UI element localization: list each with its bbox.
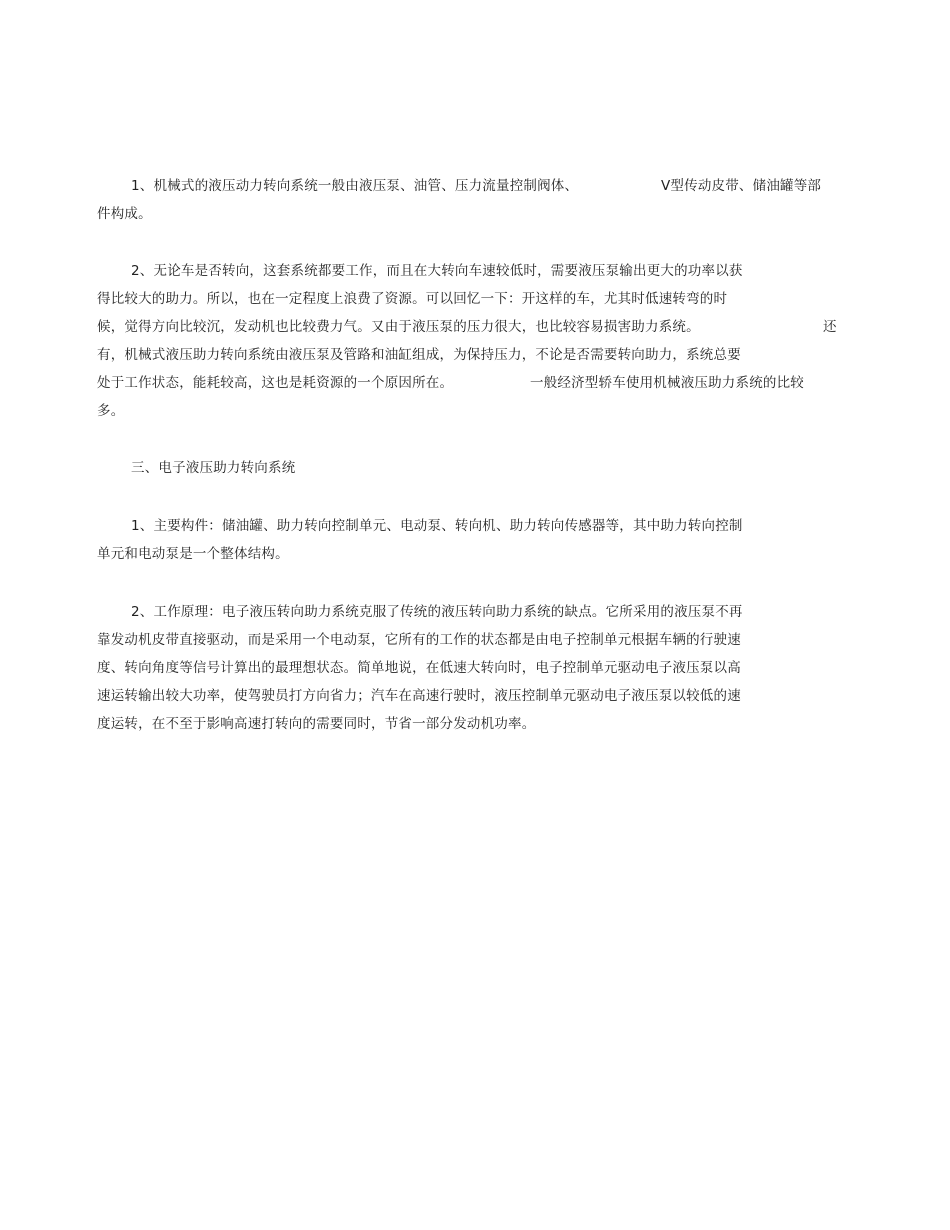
paragraph-2-line-3a: 候，觉得方向比较沉，发动机也比较费力气。又由于液压泵的压力很大，也比较容易损害助力系统。 xyxy=(97,319,700,335)
paragraph-2-line-5a: 处于工作状态，能耗较高，这也是耗资源的一个原因所在。 xyxy=(97,375,454,391)
paragraph-4-line-5: 度运转，在不至于影响高速打转向的需要同时，节省一部分发动机功率。 xyxy=(97,716,536,732)
paragraph-2-line-1: 2、无论车是否转向，这套系统都要工作，而且在大转向车速较低时，需要液压泵输出更大的功率以获 xyxy=(131,263,743,279)
paragraph-2-line-6: 多。 xyxy=(97,403,125,419)
paragraph-2-line-3b: 还 xyxy=(823,319,837,335)
paragraph-4-line-1: 2、工作原理：电子液压转向助力系统克服了传统的液压转向助力系统的缺点。它所采用的液压泵不再 xyxy=(131,604,743,620)
paragraph-2-line-2: 得比较大的助力。所以，也在一定程度上浪费了资源。可以回忆一下：开这样的车，尤其时低速转弯的时 xyxy=(97,291,728,307)
paragraph-1-line-1a: 1、机械式的液压动力转向系统一般由液压泵、油管、压力流量控制阀体、 xyxy=(131,178,579,194)
paragraph-4-line-4: 速运转输出较大功率，使驾驶员打方向省力；汽车在高速行驶时，液压控制单元驱动电子液压泵以较低的速 xyxy=(97,688,741,704)
paragraph-1-line-2: 件构成。 xyxy=(97,206,152,222)
paragraph-1-line-1b: V型传动皮带、储油罐等部 xyxy=(661,178,822,194)
paragraph-3-line-2: 单元和电动泵是一个整体结构。 xyxy=(97,546,289,562)
paragraph-4-line-3: 度、转向角度等信号计算出的最理想状态。简单地说，在低速大转向时，电子控制单元驱动电子液压泵以高 xyxy=(97,660,741,676)
paragraph-3-line-1: 1、主要构件：储油罐、助力转向控制单元、电动泵、转向机、助力转向传感器等，其中助力转向控制 xyxy=(131,518,743,534)
paragraph-4-line-2: 靠发动机皮带直接驱动，而是采用一个电动泵，它所有的工作的状态都是由电子控制单元根据车辆的行驶速 xyxy=(97,632,741,648)
paragraph-2-line-4: 有，机械式液压助力转向系统由液压泵及管路和油缸组成，为保持压力，不论是否需要转向助力，系统总要 xyxy=(97,347,741,363)
paragraph-2-line-5b: 一般经济型轿车使用机械液压助力系统的比较 xyxy=(530,375,804,391)
section-heading: 三、电子液压助力转向系统 xyxy=(131,460,296,476)
